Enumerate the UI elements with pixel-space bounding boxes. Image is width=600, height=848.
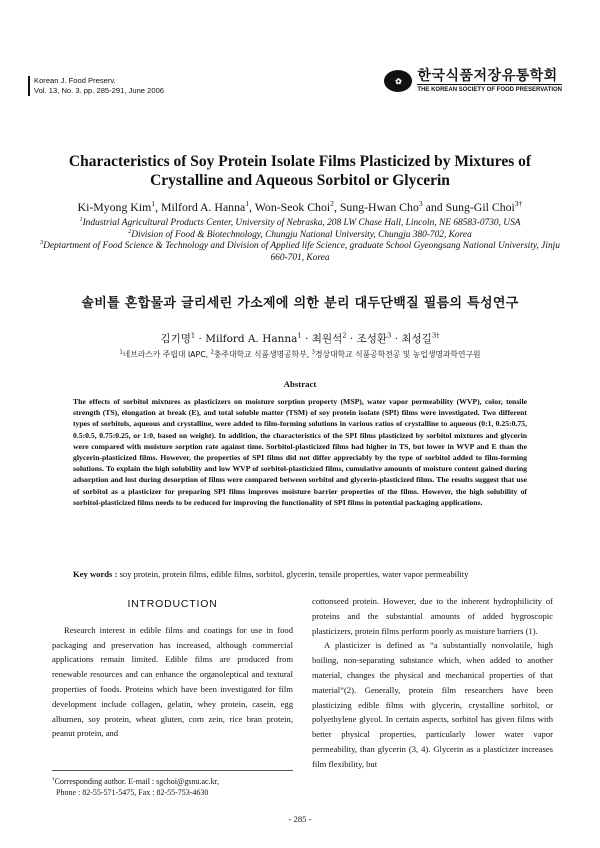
author-superscript: 3† [514, 199, 523, 209]
paper-title: Characteristics of Soy Protein Isolate Films Plasticized by Mixtures of Crystalline and Aqueous Sorbitol or Glycerin [68, 153, 532, 189]
society-header [384, 68, 562, 94]
korean-author-name: 김기명 [160, 333, 191, 345]
author-superscript: 3 [418, 199, 423, 209]
body-paragraph: A plasticizer is defined as “a substantially nonvolatile, high boiling, non-separating substance which, when added to another material, changes the physical and mechanical properties of that material”(2). Generally, protein film researchers have been plasticizing edible films with glycerin, crystalline sorbitol, or polyethylene glycol. In certain aspects, sorbitol has given films with better physical properties, particularly lower water vapor permeability, than glycerin (3, 4). Glycerin as a plasticizer increases film flexibility, but [312, 640, 553, 769]
author-name: Ki-Myong Kim [77, 200, 152, 214]
affiliation: $^1$Industrial Agricultural Products Center, University of Nebraska, 208 LW Chase Hall, Lincoln, NE 68583-0730, USA [79, 216, 521, 228]
korean-affiliation: 네브라스카 주립대 IAPC [122, 350, 206, 359]
korean-author-name: Milford A. Hanna [205, 333, 298, 345]
author-name: Sung-Gil Choi [445, 200, 515, 214]
page-number: - 285 - [288, 814, 312, 824]
korean-affiliation: 충주대학교 식품생명공학부 [213, 350, 307, 359]
journal-info [28, 76, 164, 96]
abstract-heading: Abstract [283, 379, 317, 389]
society-name-english: THE KOREAN SOCIETY OF FOOD PRESERVATION [417, 84, 562, 94]
journal-volume: Vol. 13, No. 3. pp. 285-291, June 2006 [34, 86, 165, 95]
author-name: Sung-Hwan Cho [339, 200, 419, 214]
korean-author-name: 조성환 [356, 333, 388, 345]
journal-name: Korean J. Food Preserv. [34, 76, 116, 85]
affiliation: $^2$Division of Food & Biotechnology, Chungju National University, Chungju 380-702, Korea [128, 228, 472, 240]
author-list: Ki-Myong Kim$^1$, Milford A. Hanna$^1$, Won-Seok Choi$^2$, Sung-Hwan Cho$^3$ and Sung-Gil Choi$^{3\dagger}$ [77, 199, 523, 214]
author-name: Won-Seok Choi [254, 200, 331, 214]
author-superscript: 1 [151, 199, 156, 209]
abstract-body: The effects of sorbitol mixtures as plasticizers on moisture sorption property (MSP), water vapor permeability (WVP), color, tensile strength (TS), elongation at break (E), and total soluble matter (TSM) of soy protein isolate (SPI) films were investigated. Two different types of sorbitols, aqueous and crystalline, were added to film-forming solutions in various ratios of crystalline to aqueous (0:1, 0.25:0.75, 0.5:0.5, 0.75:0.25, or 1:0, based on weight). In addition, the characteristics of the SPI films plasticized by sorbitol mixtures and glycerin were compared with moisture sorption rate against time. Sorbitol-plasticized films had higher in TS, but lower in WVP and E than the glycerin-plasticized films. However, the properties of SPI films did not differ appreciably by the type of sorbitol added to film-forming solutions. To explain the high solubility and low WVP of sorbitol-plasticized films, cumulative amounts of moisture content gained during adsorption and lost during desorption of films were compared between sorbitol and glycerin-plasticized films. The results suggest that use of sorbitol as a plasticizer for preparing SPI films improves moisture barrier properties of the films. However, the high solubility of sorbitol-plasticized films needs to be reduced for improving the functionality of SPI films in potential packaging applications. [73, 397, 527, 507]
korean-author-list: 김기명$^1$ · Milford A. Hanna$^1$ · 최원석$^2$ · 조성환$^3$ · 최성길$^{3\dagger}$ [160, 331, 440, 345]
society-name-korean: 한국식품저장유통학회 [417, 68, 558, 84]
left-column [52, 594, 293, 741]
author-superscript: 1 [245, 199, 250, 209]
korean-title: 솔비톨 혼합물과 글리세린 가소제에 의한 분리 대두단백질 필름의 특성연구 [81, 296, 519, 311]
footnote-phone: Phone : 82-55-571-5475, Fax : 82-55-753-4630 [56, 788, 209, 798]
korean-affiliation-list: $^1$네브라스카 주립대 IAPC, $^2$충주대학교 식품생명공학부, $^3$경상대학교 식품공학전공 및 농업생명과학연구원 [119, 349, 481, 359]
author-superscript: 2 [330, 199, 334, 209]
affiliation-list [40, 218, 560, 264]
right-column [312, 594, 553, 772]
keywords-text: soy protein, protein films, edible films, sorbitol, glycerin, tensile properties, water vapor permeability [119, 569, 469, 579]
korean-author-name: 최성길 [401, 333, 432, 345]
society-logo-icon: ✿ [384, 70, 412, 92]
body-paragraph: cottonseed protein. However, due to the inherent hydrophilicity of proteins and the substantial amounts of added hygroscopic plasticizers, protein films perform poorly as moisture barriers (1). [312, 596, 553, 636]
affiliation: $^3$Deptartment of Food Science & Technology and Division of Applied life Science, graduate School Gyeongsang National University, Jinju 660-701, Korea [40, 239, 560, 263]
author-name: Milford A. Hanna [161, 200, 246, 214]
footnote-marker: † [52, 776, 55, 783]
introduction-heading: INTRODUCTION [127, 598, 218, 610]
corresponding-author-footnote [52, 770, 293, 799]
keywords [73, 569, 527, 580]
korean-author-name: 최원석 [311, 333, 343, 345]
korean-affiliation: 경상대학교 식품공학전공 및 농업생명과학연구원 [314, 350, 481, 359]
footnote-email: Corresponding author. E-mail : sgchoi@gsnu.ac.kr, [54, 777, 219, 786]
body-paragraph: Research interest in edible films and coatings for use in food packaging and preservation has increased, although commercial applications remain limited. Edible films are produced from renewable resources and can enhance the organoleptical and textural properties of foods. Proteins which have been investigated for film development include collagen, gelatin, whey protein, casein, egg albumen, soy protein, wheat gluten, corn zein, rice bran protein, peanut protein, and [52, 624, 293, 739]
keywords-label: Key words : [73, 569, 118, 579]
